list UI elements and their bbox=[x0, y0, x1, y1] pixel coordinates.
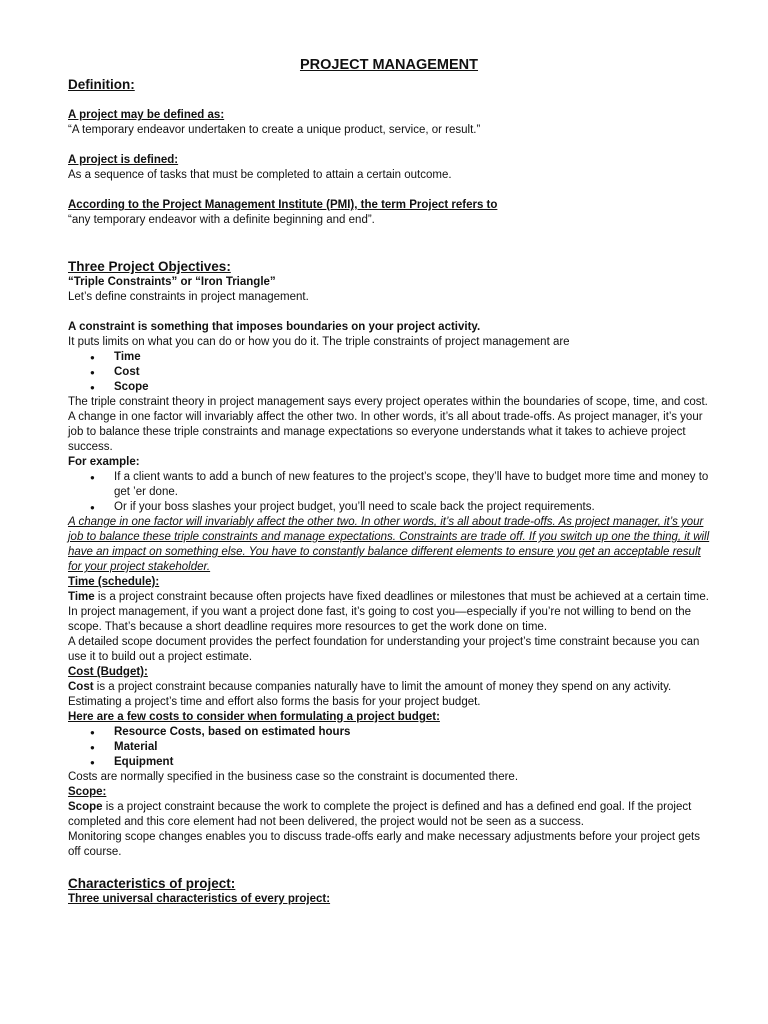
constraint-definition: A constraint is something that imposes boundaries on your project activity. bbox=[68, 321, 481, 333]
cost-paragraph-3: Costs are normally specified in the business case so the constraint is documented there. bbox=[68, 771, 519, 783]
list-item: ● Resource Costs, based on estimated hours bbox=[68, 725, 710, 740]
characteristics-subheading: Three universal characteristics of every project: bbox=[68, 893, 331, 905]
list-item: ● If a client wants to add a bunch of new features to the project’s scope, they’ll have to budget more time and money to get ’er done. bbox=[68, 470, 710, 500]
scope-paragraph-1 bbox=[68, 800, 710, 830]
cost-heading: Cost (Budget): bbox=[68, 666, 148, 678]
list-item: ● Material bbox=[68, 740, 710, 755]
definition-label-1: A project may be defined as: bbox=[68, 109, 225, 121]
definition-heading: Definition: bbox=[68, 77, 135, 92]
objectives-intro: Let’s define constraints in project management. bbox=[68, 291, 309, 303]
cost-lead: Cost bbox=[68, 681, 94, 693]
cost-list-label: Here are a few costs to consider when formulating a project budget: bbox=[68, 711, 440, 723]
scope-paragraph-2: Monitoring scope changes enables you to discuss trade-offs early and make necessary adjustments before your project gets off course. bbox=[68, 831, 700, 858]
definition-text-2: As a sequence of tasks that must be completed to attain a certain outcome. bbox=[68, 169, 452, 181]
tradeoff-emphasis: A change in one factor will invariably affect the other two. In other words, it’s all about trade-offs. As project manager, it’s your job to balance these triple constraints and manage expectations. Constraints are trade off. If you switch up one the thing, it will have an impact on something else. You have to constantly balance different elements to ensure you get an acceptable result for your project stakeholder. bbox=[68, 516, 710, 573]
definition-text-3: “any temporary endeavor with a definite beginning and end”. bbox=[68, 214, 375, 226]
time-paragraph-1 bbox=[68, 590, 710, 635]
definition-text-1: “A temporary endeavor undertaken to create a unique product, service, or result.” bbox=[68, 124, 481, 136]
list-item: ● Time bbox=[68, 350, 710, 365]
time-paragraph-2: A detailed scope document provides the perfect foundation for understanding your project’s time constraint because you can use it to build out a project estimate. bbox=[68, 636, 700, 663]
time-heading: Time (schedule): bbox=[68, 576, 160, 588]
cost-paragraph-1 bbox=[68, 680, 710, 695]
example-label: For example: bbox=[68, 456, 140, 468]
objectives-subtitle: “Triple Constraints” or “Iron Triangle” bbox=[68, 276, 276, 288]
time-text-1: is a project constraint because often projects have fixed deadlines or milestones that must be achieved at a certain time. In project management, if you want a project done fast, it’s going to cost you—especially if you’re not willing to bend on the scope. That’s because a short deadline requires more resources to get the work done on time. bbox=[68, 591, 709, 633]
list-item: ● Equipment bbox=[68, 755, 710, 770]
cost-text-1: is a project constraint because companies naturally have to limit the amount of money they spend on any activity. bbox=[93, 681, 672, 693]
scope-heading: Scope: bbox=[68, 786, 107, 798]
page-title: PROJECT MANAGEMENT bbox=[299, 57, 479, 73]
cost-list bbox=[68, 725, 710, 770]
list-item: ● Cost bbox=[68, 365, 710, 380]
list-item: ● Or if your boss slashes your project budget, you’ll need to scale back the project requirements. bbox=[68, 500, 710, 515]
definition-label-2: A project is defined: bbox=[68, 154, 179, 166]
constraint-text: It puts limits on what you can do or how you do it. The triple constraints of project management are bbox=[68, 336, 570, 348]
example-list bbox=[68, 470, 710, 515]
constraint-theory: The triple constraint theory in project management says every project operates within the boundaries of scope, time, and cost. A change in one factor will invariably affect the other two. In other words, it’s all about trade-offs. As project manager, it’s your job to balance these triple constraints and manage expectations so everyone understands what it takes to achieve project success. bbox=[68, 396, 708, 453]
definition-label-3: According to the Project Management Institute (PMI), the term Project refers to bbox=[68, 199, 498, 211]
cost-paragraph-2: Estimating a project’s time and effort also forms the basis for your project budget. bbox=[68, 696, 481, 708]
list-item: ● Scope bbox=[68, 380, 710, 395]
time-lead: Time bbox=[68, 591, 95, 603]
constraint-list bbox=[68, 350, 710, 395]
objectives-heading: Three Project Objectives: bbox=[68, 259, 231, 274]
scope-lead: Scope bbox=[68, 801, 103, 813]
scope-text-1: is a project constraint because the work to complete the project is defined and has a defined end goal. If the project completed and this core element had not been delivered, the project would not be seen as a success. bbox=[68, 801, 692, 828]
characteristics-heading: Characteristics of project: bbox=[68, 876, 236, 891]
